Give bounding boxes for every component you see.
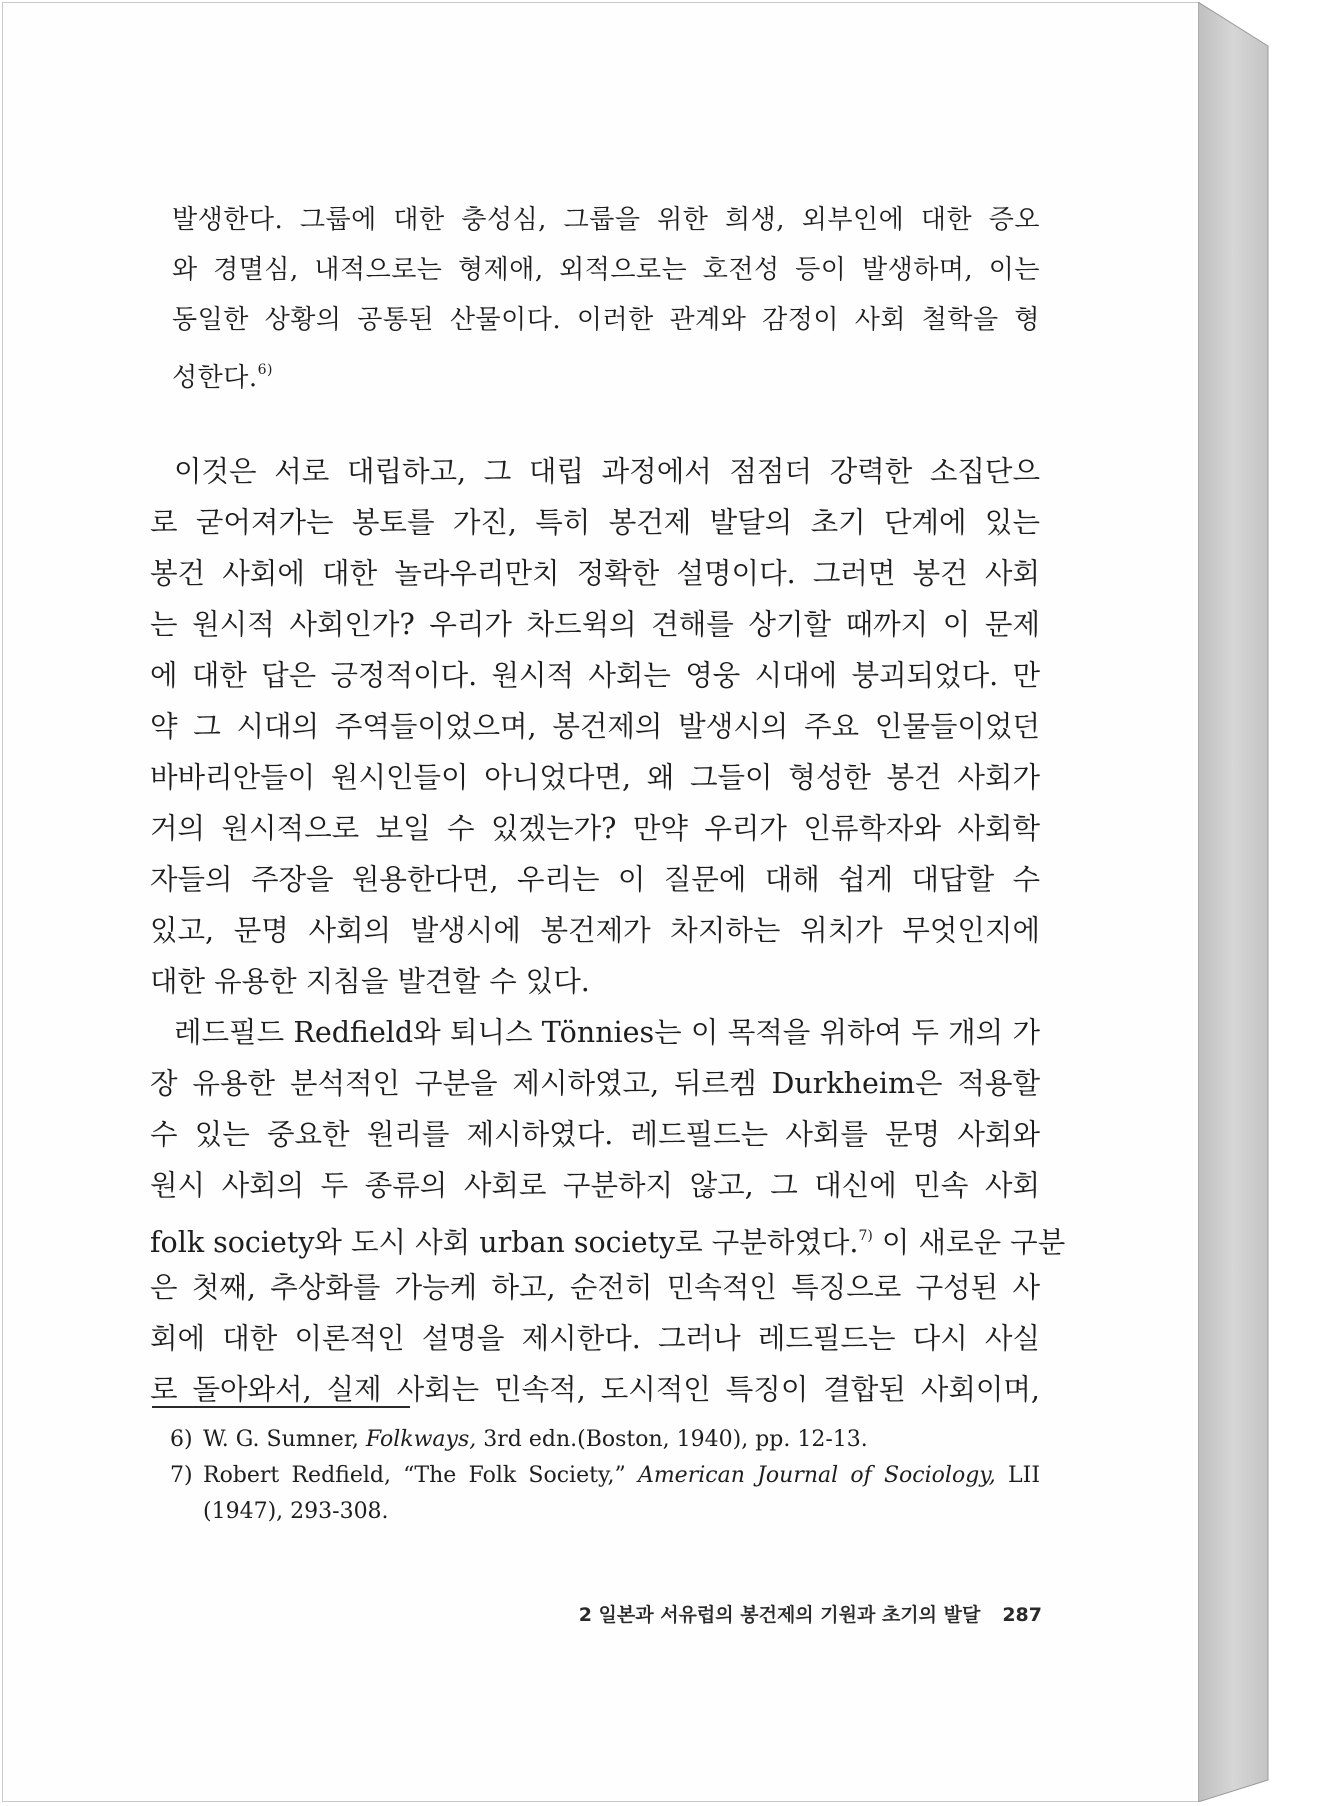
text-line: 있고, 문명 사회의 발생시에 봉건제가 차지하는 위치가 무엇인지에: [150, 914, 1040, 947]
text-line: 발생한다. 그룹에 대한 충성심, 그룹을 위한 희생, 외부인에 대한 증오: [172, 205, 1040, 235]
text-line: 로 돌아와서, 실제 사회는 민속적, 도시적인 특징이 결합된 사회이며,: [150, 1373, 1040, 1406]
text-line: 레드필드 Redfield와 퇴니스 Tönnies는 이 목적을 위하여 두 개의 가: [174, 1016, 1040, 1049]
text-line: 와 경멸심, 내적으로는 형제애, 외적으로는 호전성 등이 발생하며, 이는: [172, 255, 1040, 285]
book-side-edge: [1198, 2, 1278, 1802]
text-line: 봉건 사회에 대한 놀라우리만치 정확한 설명이다. 그러면 봉건 사회: [150, 557, 1040, 590]
footnote-7-continued: (1947), 293-308.: [203, 1499, 389, 1524]
footnote-7: 7) Robert Redfield, “The Folk Society,” American Journal of Sociology, LII: [170, 1463, 1041, 1488]
footnote-title: American Journal of Sociology,: [637, 1463, 996, 1488]
footnote-divider: [152, 1406, 410, 1408]
text-line: 대한 유용한 지침을 발견할 수 있다.: [150, 965, 590, 998]
footnote-6: 6) W. G. Sumner, Folkways, 3rd edn.(Boston, 1940), pp. 12-13.: [170, 1427, 868, 1452]
footnote-ref: 6): [257, 362, 273, 378]
text-line: 수 있는 중요한 원리를 제시하였다. 레드필드는 사회를 문명 사회와: [150, 1118, 1040, 1151]
text-line: 성한다.$^{6)}$: [172, 362, 273, 393]
text-line: 바바리안들이 원시인들이 아니었다면, 왜 그들이 형성한 봉건 사회가: [150, 761, 1040, 794]
text-line: 원시 사회의 두 종류의 사회로 구분하지 않고, 그 대신에 민속 사회: [150, 1169, 1040, 1202]
text-line: 약 그 시대의 주역들이었으며, 봉건제의 발생시의 주요 인물들이었던: [150, 710, 1040, 743]
chapter-title: 2 일본과 서유럽의 봉건제의 기원과 초기의 발달: [578, 1604, 981, 1626]
text-line: 자들의 주장을 원용한다면, 우리는 이 질문에 대해 쉽게 대답할 수: [150, 863, 1040, 896]
text-line: 는 원시적 사회인가? 우리가 차드윅의 견해를 상기할 때까지 이 문제: [150, 608, 1040, 641]
footnote-ref: 7): [858, 1228, 873, 1244]
text-line: 거의 원시적으로 보일 수 있겠는가? 만약 우리가 인류학자와 사회학: [150, 812, 1040, 845]
text-line: folk society와 도시 사회 urban society로 구분하였다.$^{7)}$ 이 새로운 구분: [150, 1226, 1066, 1259]
quote-paragraph: [150, 195, 1040, 395]
text-line: 이것은 서로 대립하고, 그 대립 과정에서 점점더 강력한 소집단으: [174, 455, 1040, 488]
text-line: 회에 대한 이론적인 설명을 제시한다. 그러나 레드필드는 다시 사실: [150, 1322, 1040, 1355]
text-line: 동일한 상황의 공통된 산물이다. 이러한 관계와 감정이 사회 철학을 형: [172, 305, 1040, 335]
text-line: 은 첫째, 추상화를 가능케 하고, 순전히 민속적인 특징으로 구성된 사: [150, 1271, 1040, 1304]
footnotes: [170, 1422, 1040, 1530]
page-number: 287: [1002, 1604, 1042, 1626]
footnote-title: Folkways,: [365, 1427, 477, 1452]
body-text: [150, 446, 1066, 1415]
text-line: 로 굳어져가는 봉토를 가진, 특히 봉건제 발달의 초기 단계에 있는: [150, 506, 1040, 539]
running-footer: [430, 1600, 1042, 1627]
text-line: 에 대한 답은 긍정적이다. 원시적 사회는 영웅 시대에 붕괴되었다. 만: [150, 659, 1040, 692]
text-line: 장 유용한 분석적인 구분을 제시하였고, 뒤르켐 Durkheim은 적용할: [150, 1067, 1040, 1100]
